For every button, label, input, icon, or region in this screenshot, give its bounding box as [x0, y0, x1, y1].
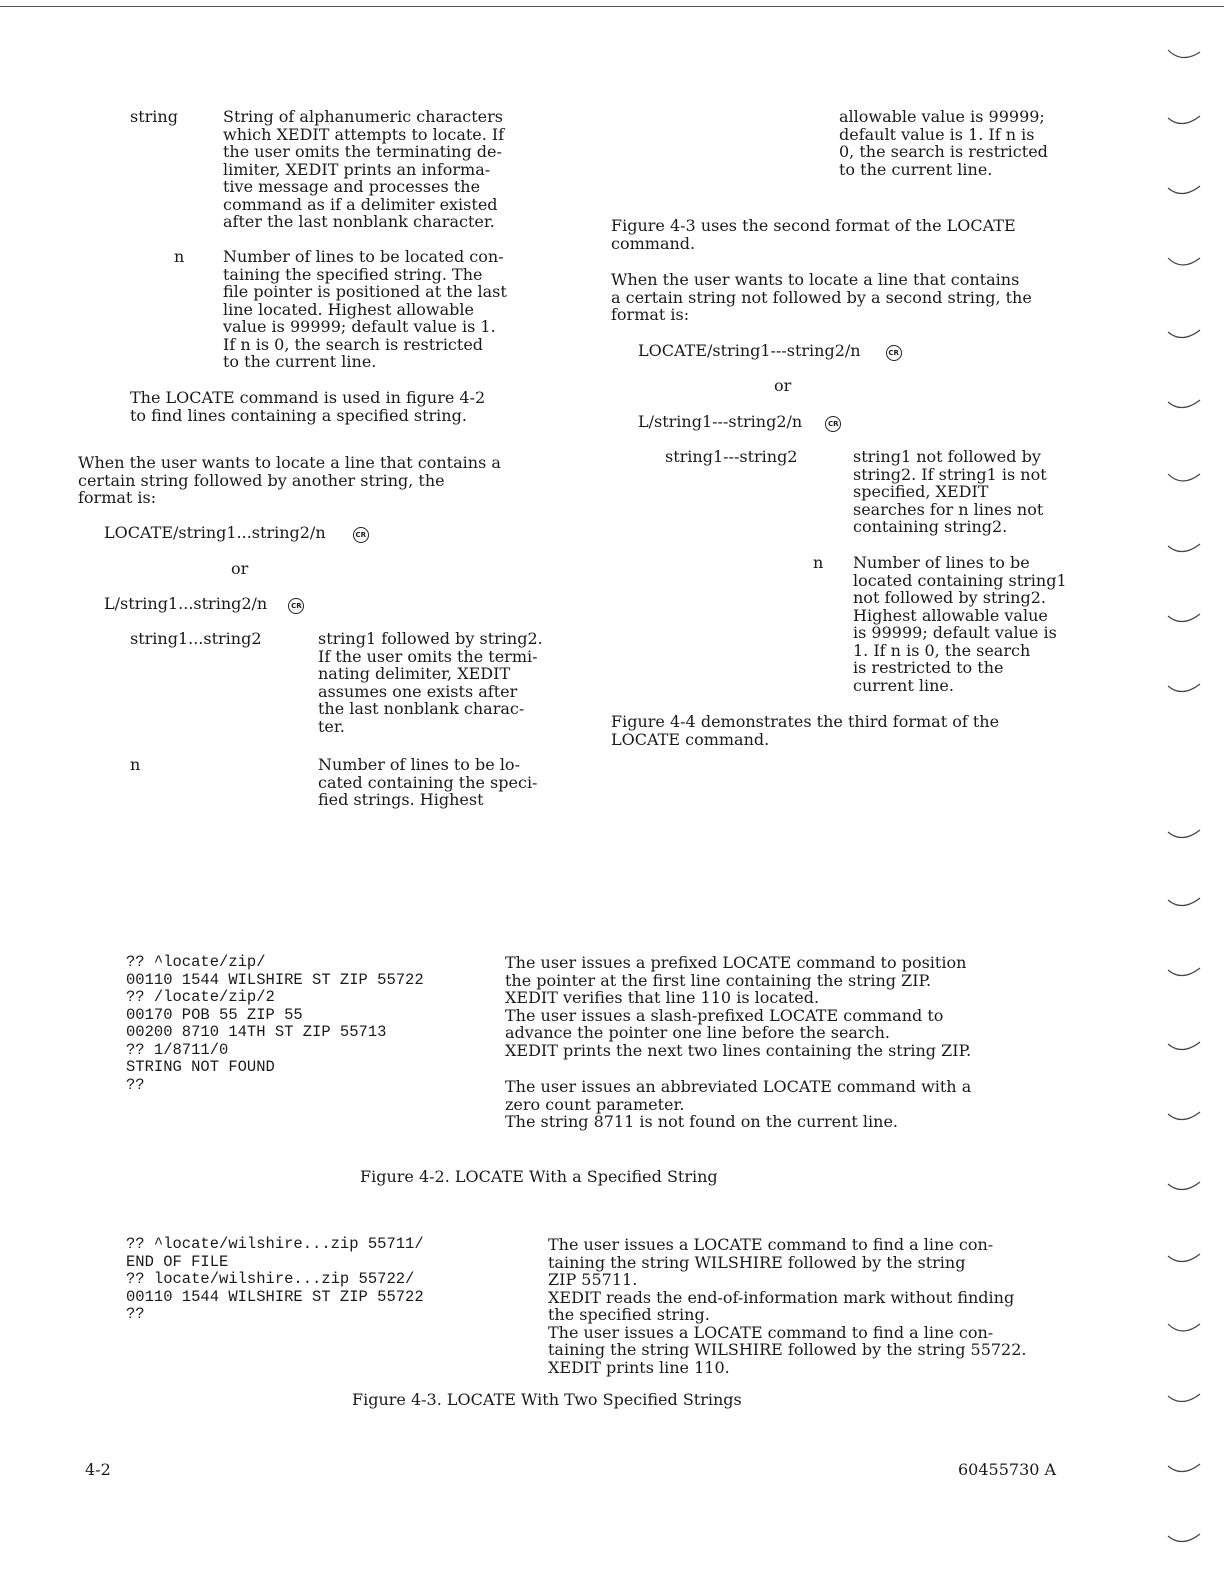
- paragraph-not-followed: When the user wants to locate a line that contains a certain string not followed by a second string, the format is:: [611, 270, 1032, 324]
- figure-4-2-terminal: ?? ^locate/zip/ 00110 1544 WILSHIRE ST ZIP 55722 ?? /locate/zip/2 00170 POB 55 ZIP 55 00200 8710 14TH ST ZIP 55713 ?? 1/8711/0 STRING NOT FOUND ??: [126, 953, 424, 1094]
- format-line-2-short: [638, 413, 841, 432]
- term-n-2: n: [130, 755, 141, 774]
- term-string1-string2: string1...string2: [130, 629, 262, 648]
- def-n-2: Number of lines to be lo- cated containing the speci- fied strings. Highest: [318, 755, 538, 809]
- term-n-3: n: [813, 553, 824, 572]
- figure-4-3-terminal: ?? ^locate/wilshire...zip 55711/ END OF FILE ?? locate/wilshire...zip 55722/ 00110 1544 WILSHIRE ST ZIP 55722 ??: [126, 1235, 424, 1323]
- top-rule: [0, 6, 1224, 7]
- carriage-return-icon: CR: [288, 598, 304, 614]
- figure-4-2-notes-b: The user issues an abbreviated LOCATE command with a zero count parameter. The string 8711 is not found on the current line.: [505, 1077, 972, 1131]
- binding-hole-arcs: [1160, 0, 1210, 1580]
- or-label: or: [231, 559, 249, 578]
- term-string: string: [130, 107, 178, 126]
- figure-4-2-notes-a: The user issues a prefixed LOCATE command to position the pointer at the first line containing the string ZIP. XEDIT verifies that line 110 is located. The user issues a slash-prefixed LOCATE command to advance the pointer one line before the search. XEDIT prints the next two lines containing the string ZIP.: [505, 953, 972, 1060]
- term-n: n: [174, 247, 185, 266]
- def-n: Number of lines to be located con- taining the specified string. The file pointer is positioned at the last line located. Highest allowable value is 99999; default value is 1. If n is 0, the search is restricted to the current line.: [223, 247, 507, 371]
- document-number: 60455730 A: [958, 1460, 1057, 1479]
- def-string: String of alphanumeric characters which XEDIT attempts to locate. If the user omits the terminating de- limiter, XEDIT prints an informa- tive message and processes the command as if a delimiter existed after the last nonblank character.: [223, 107, 505, 231]
- paragraph-fig44-ref: Figure 4-4 demonstrates the third format of the LOCATE command.: [611, 712, 1000, 749]
- carriage-return-icon: CR: [353, 527, 369, 543]
- format-line-2: [638, 342, 902, 361]
- figure-4-2-caption: Figure 4-2. LOCATE With a Specified String: [360, 1167, 718, 1186]
- def-n-2-continued: allowable value is 99999; default value is 1. If n is 0, the search is restricted to the current line.: [839, 107, 1048, 179]
- carriage-return-icon: CR: [825, 416, 841, 432]
- or-label-2: or: [774, 376, 792, 395]
- figure-4-3-caption: Figure 4-3. LOCATE With Two Specified Strings: [352, 1390, 742, 1409]
- format-locate-not-followed: LOCATE/string1---string2/n: [638, 341, 861, 360]
- page-number: 4-2: [85, 1460, 111, 1479]
- format-l-not-followed: L/string1---string2/n: [638, 412, 803, 431]
- format-line-1-short: [104, 595, 304, 614]
- def-string1-string2: string1 followed by string2. If the user omits the termi- nating delimiter, XEDIT assumes one exists after the last nonblank charac- ter.: [318, 629, 543, 736]
- def-string1-not-string2: string1 not followed by string2. If string1 is not specified, XEDIT searches for n lines not containing string2.: [853, 447, 1047, 536]
- paragraph-followed-by: When the user wants to locate a line that contains a certain string followed by another string, the format is:: [78, 453, 501, 507]
- format-line-1: [104, 524, 369, 543]
- term-string1-not-string2: string1---string2: [665, 447, 798, 466]
- def-n-3: Number of lines to be located containing string1 not followed by string2. Highest allowable value is 99999; default value is 1. If n is 0, the search is restricted to the current line.: [853, 553, 1067, 695]
- paragraph-fig43-ref: Figure 4-3 uses the second format of the LOCATE command.: [611, 216, 1016, 253]
- binding-marks: [1160, 0, 1210, 1580]
- paragraph-locate-fig42: The LOCATE command is used in figure 4-2 to find lines containing a specified string.: [130, 388, 486, 425]
- carriage-return-icon: CR: [886, 345, 902, 361]
- format-locate-followed: LOCATE/string1...string2/n: [104, 523, 326, 542]
- format-l-followed: L/string1...string2/n: [104, 594, 268, 613]
- figure-4-3-notes: The user issues a LOCATE command to find a line con- taining the string WILSHIRE followed by the string ZIP 55711. XEDIT reads the end-of-information mark without finding the specified string. The user issues a LOCATE command to find a line con- taining the string WILSHIRE followed by the string 55722. XEDIT prints line 110.: [548, 1235, 1027, 1377]
